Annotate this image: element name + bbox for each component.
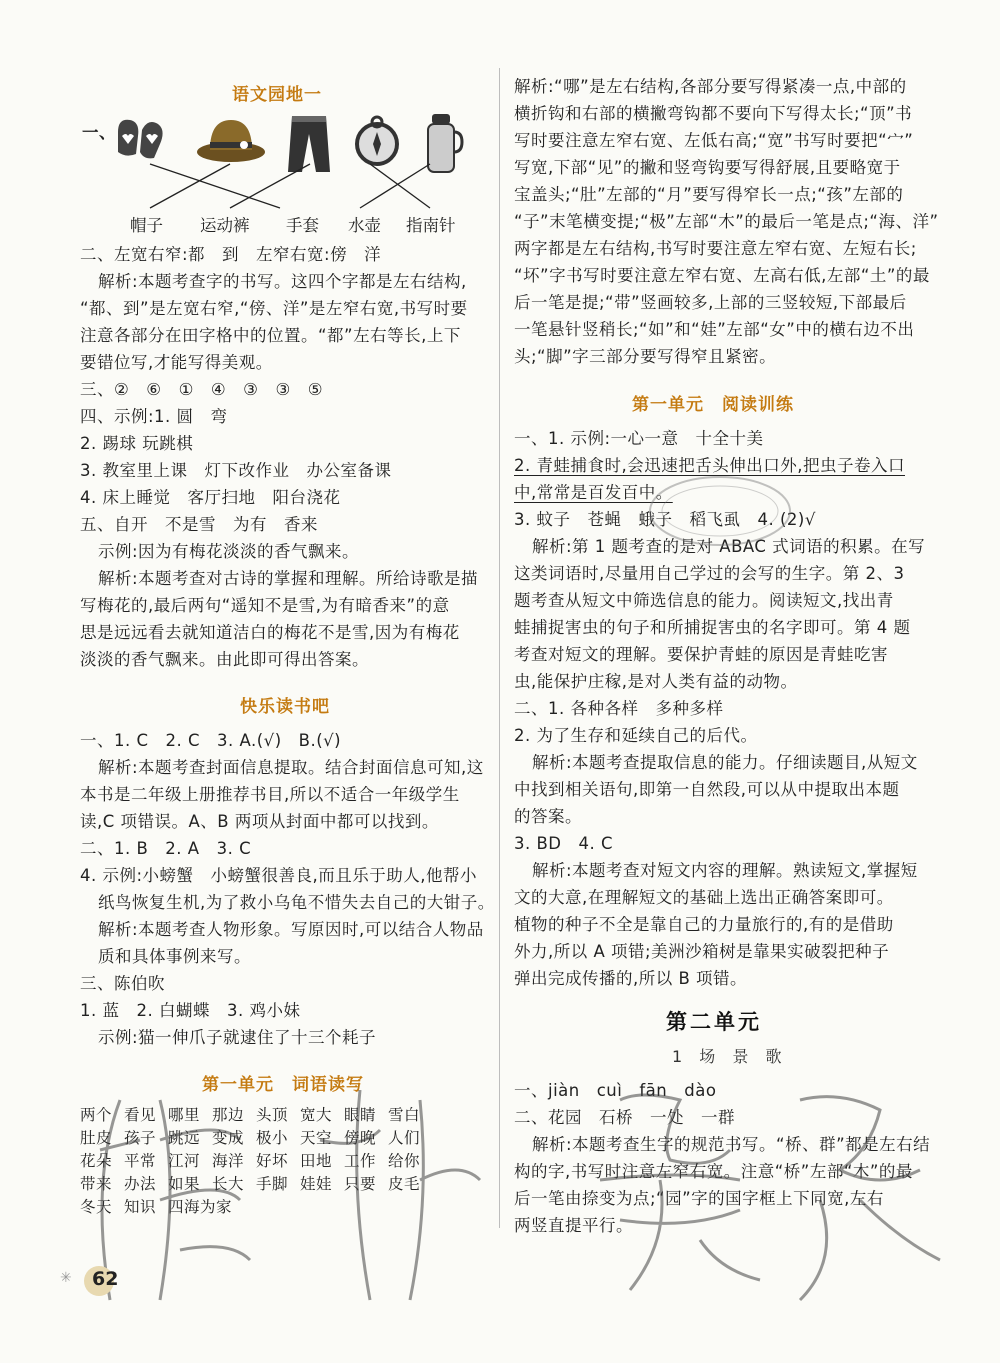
match-word-hat: 帽子 <box>130 216 163 235</box>
analysis-line: “都、到”是左宽右窄,“傍、洋”是左窄右宽,书写时要 <box>80 299 468 318</box>
answer-line: 二、花园 石桥 一处 一群 <box>514 1108 735 1127</box>
answer-line: 三、② ⑥ ① ④ ③ ③ ⑤ <box>80 380 324 399</box>
lesson-heading-changjing-ge: 1 场 景 歌 <box>672 1047 788 1066</box>
vocab-word: 肚皮 <box>80 1129 113 1147</box>
vocab-word: 手脚 <box>256 1175 289 1193</box>
answer-line: 一、1. C 2. C 3. A.(√) B.(√) <box>80 731 342 750</box>
vocab-word: 田地 <box>300 1152 333 1170</box>
vocabulary-grid <box>80 1104 490 1219</box>
answer-line: 4. 床上睡觉 客厅扫地 阳台浇花 <box>80 488 341 507</box>
page-number: 62 <box>92 1268 119 1290</box>
analysis-line: 要错位写,才能写得美观。 <box>80 353 273 372</box>
answer-line: 三、陈伯吹 <box>80 974 165 993</box>
analysis-line: 植物的种子不全是靠自己的力量旅行的,有的是借助 <box>514 915 894 934</box>
analysis-line: 弹出完成传播的,所以 B 项错。 <box>514 969 748 988</box>
vocabulary-row <box>80 1150 490 1173</box>
vocab-word: 看见 <box>124 1106 157 1124</box>
column-divider <box>499 68 500 1228</box>
question-label-1: 一、 <box>82 123 116 142</box>
match-word-compass: 指南针 <box>406 216 456 235</box>
analysis-line: 横折钩和右部的横撇弯钩都不要向下写得太长;“顶”书 <box>514 104 913 123</box>
analysis-line: 思是远远看去就知道洁白的梅花不是雪,因为有梅花 <box>80 623 460 642</box>
example-line: 示例:猫一伸爪子就逮住了十三个耗子 <box>98 1028 377 1047</box>
analysis-line: 注意各部分在田字格中的位置。“都”左右等长,上下 <box>80 326 461 345</box>
vocab-word: 平常 <box>124 1152 157 1170</box>
analysis-line: 质和具体事例来写。 <box>98 947 251 966</box>
answer-line: 二、1. 各种各样 多种多样 <box>514 699 724 718</box>
vocabulary-row <box>80 1104 490 1127</box>
analysis-line: 文的大意,在理解短文的基础上选出正确答案即可。 <box>514 888 894 907</box>
analysis-line: 后一笔由捺变为点;“园”字的国字框上下同宽,左右 <box>514 1189 884 1208</box>
vocab-word: 冬天 <box>80 1198 113 1216</box>
analysis-line: 解析:本题考查人物形象。写原因时,可以结合人物品 <box>98 920 484 939</box>
analysis-line: 头;“脚”字三部分要写得窄且紧密。 <box>514 347 777 366</box>
vocab-word: 变成 <box>212 1129 245 1147</box>
analysis-line: 解析:本题考查提取信息的能力。仔细读题目,从短文 <box>532 753 918 772</box>
vocab-word: 跳远 <box>168 1129 201 1147</box>
vocab-word: 四海为家 <box>168 1198 233 1216</box>
answer-line: 一、1. 示例:一心一意 十全十美 <box>514 429 764 448</box>
vocab-word: 长大 <box>212 1175 245 1193</box>
answer-line: 2. 踢球 玩跳棋 <box>80 434 194 453</box>
vocab-word: 如果 <box>168 1175 201 1193</box>
analysis-line: 考查对短文的理解。要保护青蛙的原因是青蛙吃害 <box>514 645 888 664</box>
vocab-word: 花朵 <box>80 1152 113 1170</box>
analysis-line: 淡淡的香气飘来。由此即可得出答案。 <box>80 650 369 669</box>
analysis-line: 后一笔是提;“带”竖画较多,上部的三竖较短,下部最后 <box>514 293 907 312</box>
answer-line: 1. 蓝 2. 白蝴蝶 3. 鸡小妹 <box>80 1001 301 1020</box>
section-heading-yuwen-yuandi: 语文园地一 <box>232 85 322 105</box>
analysis-line: 两字都是左右结构,书写时要注意左窄右宽、左短右长; <box>514 239 917 258</box>
analysis-line: 解析:本题考查对古诗的掌握和理解。所给诗歌是描 <box>98 569 479 588</box>
answer-line: 3. BD 4. C <box>514 834 614 853</box>
analysis-line: 写时要注意左窄右宽、左低右高;“宽”书写时要把“宀” <box>514 131 914 150</box>
answer-line: 一、jiàn cuì fān dào <box>514 1081 717 1100</box>
section-heading-kuaile-dushuba: 快乐读书吧 <box>240 697 330 717</box>
analysis-line: 的答案。 <box>514 807 582 826</box>
star-icon: ✳ <box>60 1270 72 1286</box>
vocab-word: 头顶 <box>256 1106 289 1124</box>
match-word-gloves: 手套 <box>286 216 319 235</box>
vocab-word: 人们 <box>388 1129 421 1147</box>
vocab-word: 天空 <box>300 1129 333 1147</box>
answer-line: 中,常常是百发百中。 <box>514 483 673 502</box>
vocab-word: 皮毛 <box>388 1175 421 1193</box>
vocab-word: 眼睛 <box>344 1106 377 1124</box>
analysis-line: 构的字,书写时注意左窄右宽。注意“桥”左部“木”的最 <box>514 1162 913 1181</box>
analysis-line: 解析:第 1 题考查的是对 ABAC 式词语的积累。在写 <box>532 537 926 556</box>
analysis-line: 解析:本题考查对短文内容的理解。熟读短文,掌握短 <box>532 861 918 880</box>
matching-lines <box>80 160 490 220</box>
vocab-word: 娃娃 <box>300 1175 333 1193</box>
vocab-word: 好坏 <box>256 1152 289 1170</box>
analysis-line: 解析:本题考查字的书写。这四个字都是左右结构, <box>98 272 467 291</box>
vocab-word: 那边 <box>212 1106 245 1124</box>
analysis-line: 中找到相关语句,即第一自然段,可以从中提取出本题 <box>514 780 900 799</box>
vocabulary-row <box>80 1196 490 1219</box>
answer-line: 2. 青蛙捕食时,会迅速把舌头伸出口外,把虫子卷入口 <box>514 456 905 475</box>
answer-line: 四、示例:1. 圆 弯 <box>80 407 228 426</box>
answer-line: 二、左宽右窄:都 到 左窄右宽:傍 洋 <box>80 245 382 264</box>
vocabulary-row <box>80 1127 490 1150</box>
vocab-word: 带来 <box>80 1175 113 1193</box>
vocab-word: 傍晚 <box>344 1129 377 1147</box>
unit-heading-di-er-danyuan: 第二单元 <box>666 1010 762 1034</box>
answer-line: 纸鸟恢复生机,为了救小乌龟不惜失去自己的大钳子。 <box>98 893 495 912</box>
vocab-word: 江河 <box>168 1152 201 1170</box>
analysis-line: 写梅花的,最后两句“遥知不是雪,为有暗香来”的意 <box>80 596 450 615</box>
analysis-line: 本书是二年级上册推荐书目,所以不适合一年级学生 <box>80 785 460 804</box>
analysis-line: 解析:“哪”是左右结构,各部分要写得紧凑一点,中部的 <box>514 77 907 96</box>
analysis-line: 写宽,下部“见”的撇和竖弯钩要写得舒展,且要略宽于 <box>514 158 901 177</box>
vocab-word: 只要 <box>344 1175 377 1193</box>
vocab-word: 极小 <box>256 1129 289 1147</box>
vocab-word: 宽大 <box>300 1106 333 1124</box>
vocab-word: 知识 <box>124 1198 157 1216</box>
analysis-line: 外力,所以 A 项错;美洲沙箱树是靠果实破裂把种子 <box>514 942 890 961</box>
vocab-word: 两个 <box>80 1106 113 1124</box>
analysis-line: 读,C 项错误。A、B 两项从封面中都可以找到。 <box>80 812 439 831</box>
vocab-word: 哪里 <box>168 1106 201 1124</box>
example-line: 示例:因为有梅花淡淡的香气飘来。 <box>98 542 360 561</box>
analysis-line: 解析:本题考查生字的规范书写。“桥、群”都是左右结 <box>532 1135 931 1154</box>
analysis-line: 虫,能保护庄稼,是对人类有益的动物。 <box>514 672 798 691</box>
analysis-line: “坏”字书写时要注意左窄右宽、左高右低,左部“土”的最 <box>514 266 930 285</box>
vocab-word: 工作 <box>344 1152 377 1170</box>
answer-line: 二、1. B 2. A 3. C <box>80 839 252 858</box>
vocab-word: 办法 <box>124 1175 157 1193</box>
analysis-line: 这类词语时,尽量用自己学过的会写的生字。第 2、3 <box>514 564 905 583</box>
analysis-line: 两竖直提平行。 <box>514 1216 633 1235</box>
section-heading-ciyu-duxie: 第一单元 词语读写 <box>202 1075 364 1095</box>
analysis-line: 解析:本题考查封面信息提取。结合封面信息可知,这 <box>98 758 484 777</box>
vocab-word: 海洋 <box>212 1152 245 1170</box>
answer-line: 3. 教室里上课 灯下改作业 办公室备课 <box>80 461 392 480</box>
analysis-line: 宝盖头;“肚”左部的“月”要写得窄长一点;“孩”左部的 <box>514 185 904 204</box>
vocab-word: 雪白 <box>388 1106 421 1124</box>
answer-line: 3. 蚊子 苍蝇 蛾子 稻飞虱 4. (2)√ <box>514 510 816 529</box>
vocabulary-row <box>80 1173 490 1196</box>
vocab-word: 孩子 <box>124 1129 157 1147</box>
analysis-line: 题考查从短文中筛选信息的能力。阅读短文,找出青 <box>514 591 894 610</box>
analysis-line: 蛙捕捉害虫的句子和所捕捉害虫的名字即可。第 4 题 <box>514 618 911 637</box>
vocab-word: 给你 <box>388 1152 421 1170</box>
analysis-line: “子”末笔横变提;“极”左部“木”的最后一笔是点;“海、洋” <box>514 212 939 231</box>
match-word-kettle: 水壶 <box>348 216 381 235</box>
answer-line: 2. 为了生存和延续自己的后代。 <box>514 726 758 745</box>
match-word-pants: 运动裤 <box>200 216 250 235</box>
section-heading-yuedu-xunlian: 第一单元 阅读训练 <box>632 395 794 415</box>
answer-line: 五、自开 不是雪 为有 香来 <box>80 515 318 534</box>
analysis-line: 一笔悬针竖稍长;“如”和“娃”左部“女”中的横右边不出 <box>514 320 915 339</box>
answer-line: 4. 示例:小螃蟹 小螃蟹很善良,而且乐于助人,他帮小 <box>80 866 478 885</box>
